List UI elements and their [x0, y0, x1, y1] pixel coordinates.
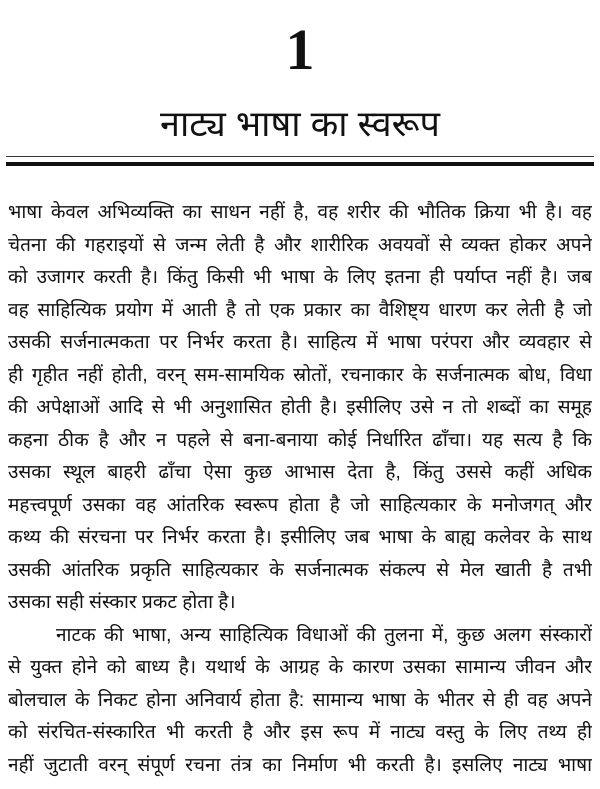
- title-rule-thick: [6, 162, 594, 166]
- text-line: की अपेक्षाओं आदि से भी अनुशासित होती है। इसीलिए उसे न तो शब्दों का समूह: [8, 397, 592, 418]
- paragraph-2: [8, 620, 592, 783]
- text-line: बोलचाल के निकट होना अनिवार्य होता है: सामान्य भाषा के भीतर से ही वह अपने: [8, 689, 592, 711]
- chapter-title: नाट्य भाषा का स्वरूप: [159, 103, 441, 144]
- text-line: कथ्य की संरचना पर निर्भर करता है। इसीलिए जब भाषा के बाह्य कलेवर के साथ: [8, 527, 592, 548]
- text-line: महत्त्वपूर्ण उसका वह आंतरिक स्वरूप होता है जो साहित्यकार के मनोजगत् और: [8, 494, 592, 516]
- text-line: चेतना की गहराइयों से जन्म लेती है और शारीरिक अवयवों से व्यक्त होकर अपने: [8, 234, 592, 256]
- text-line: उसकी आंतरिक प्रकृति साहित्यकार के सर्जनात्मक संकल्प से मेल खाती है तभी: [8, 559, 592, 581]
- text-line: को उजागर करती है। किंतु किसी भी भाषा के लिए इतना ही पर्याप्त नहीं है। जब: [8, 267, 592, 288]
- text-line: ही गृहीत नहीं होती, वरन् सम-सामयिक स्रोतों, रचनाकार के सर्जनात्मक बोध, विधा: [8, 364, 592, 386]
- paragraph-1: [8, 197, 592, 620]
- body-text: [8, 197, 592, 782]
- text-line: उसका स्थूल बाहरी ढाँचा ऐसा कुछ आभास देता है, किंतु उससे कहीं अधिक: [8, 462, 592, 483]
- text-line: वह साहित्यिक प्रयोग में आती है तो एक प्रकार का वैशिष्ट्य धारण कर लेती है जो: [8, 299, 592, 321]
- text-line: नाटक की भाषा, अन्य साहित्यिक विधाओं की तुलना में, कुछ अलग संस्कारों: [56, 624, 592, 646]
- text-line: उसकी सर्जनात्मकता पर निर्भर करता है। साहित्य में भाषा परंपरा और व्यवहार से: [8, 332, 592, 353]
- title-rule-thin: [6, 156, 594, 157]
- text-line: कहना ठीक है और न पहले से बना-बनाया कोई निर्धारित ढाँचा। यह सत्य है कि: [8, 429, 592, 451]
- chapter-number: 1: [285, 17, 315, 82]
- text-line: को संरचित-संस्कारित भी करती है और इस रूप में नाट्य वस्तु के लिए तथ्य ही: [8, 722, 592, 743]
- text-line: नहीं जुटाती वरन् संपूर्ण रचना तंत्र का निर्माण भी करती है। इसलिए नाट्य भाषा: [8, 754, 592, 776]
- text-line: भाषा केवल अभिव्यक्ति का साधन नहीं है, वह शरीर की भौतिक क्रिया भी है। वह: [8, 202, 592, 223]
- text-line: से युक्त होने को बाध्य है। यथार्थ के आग्रह के कारण उसका सामान्य जीवन और: [8, 657, 592, 678]
- text-line: उसका सही संस्कार प्रकट होता है।: [8, 592, 236, 613]
